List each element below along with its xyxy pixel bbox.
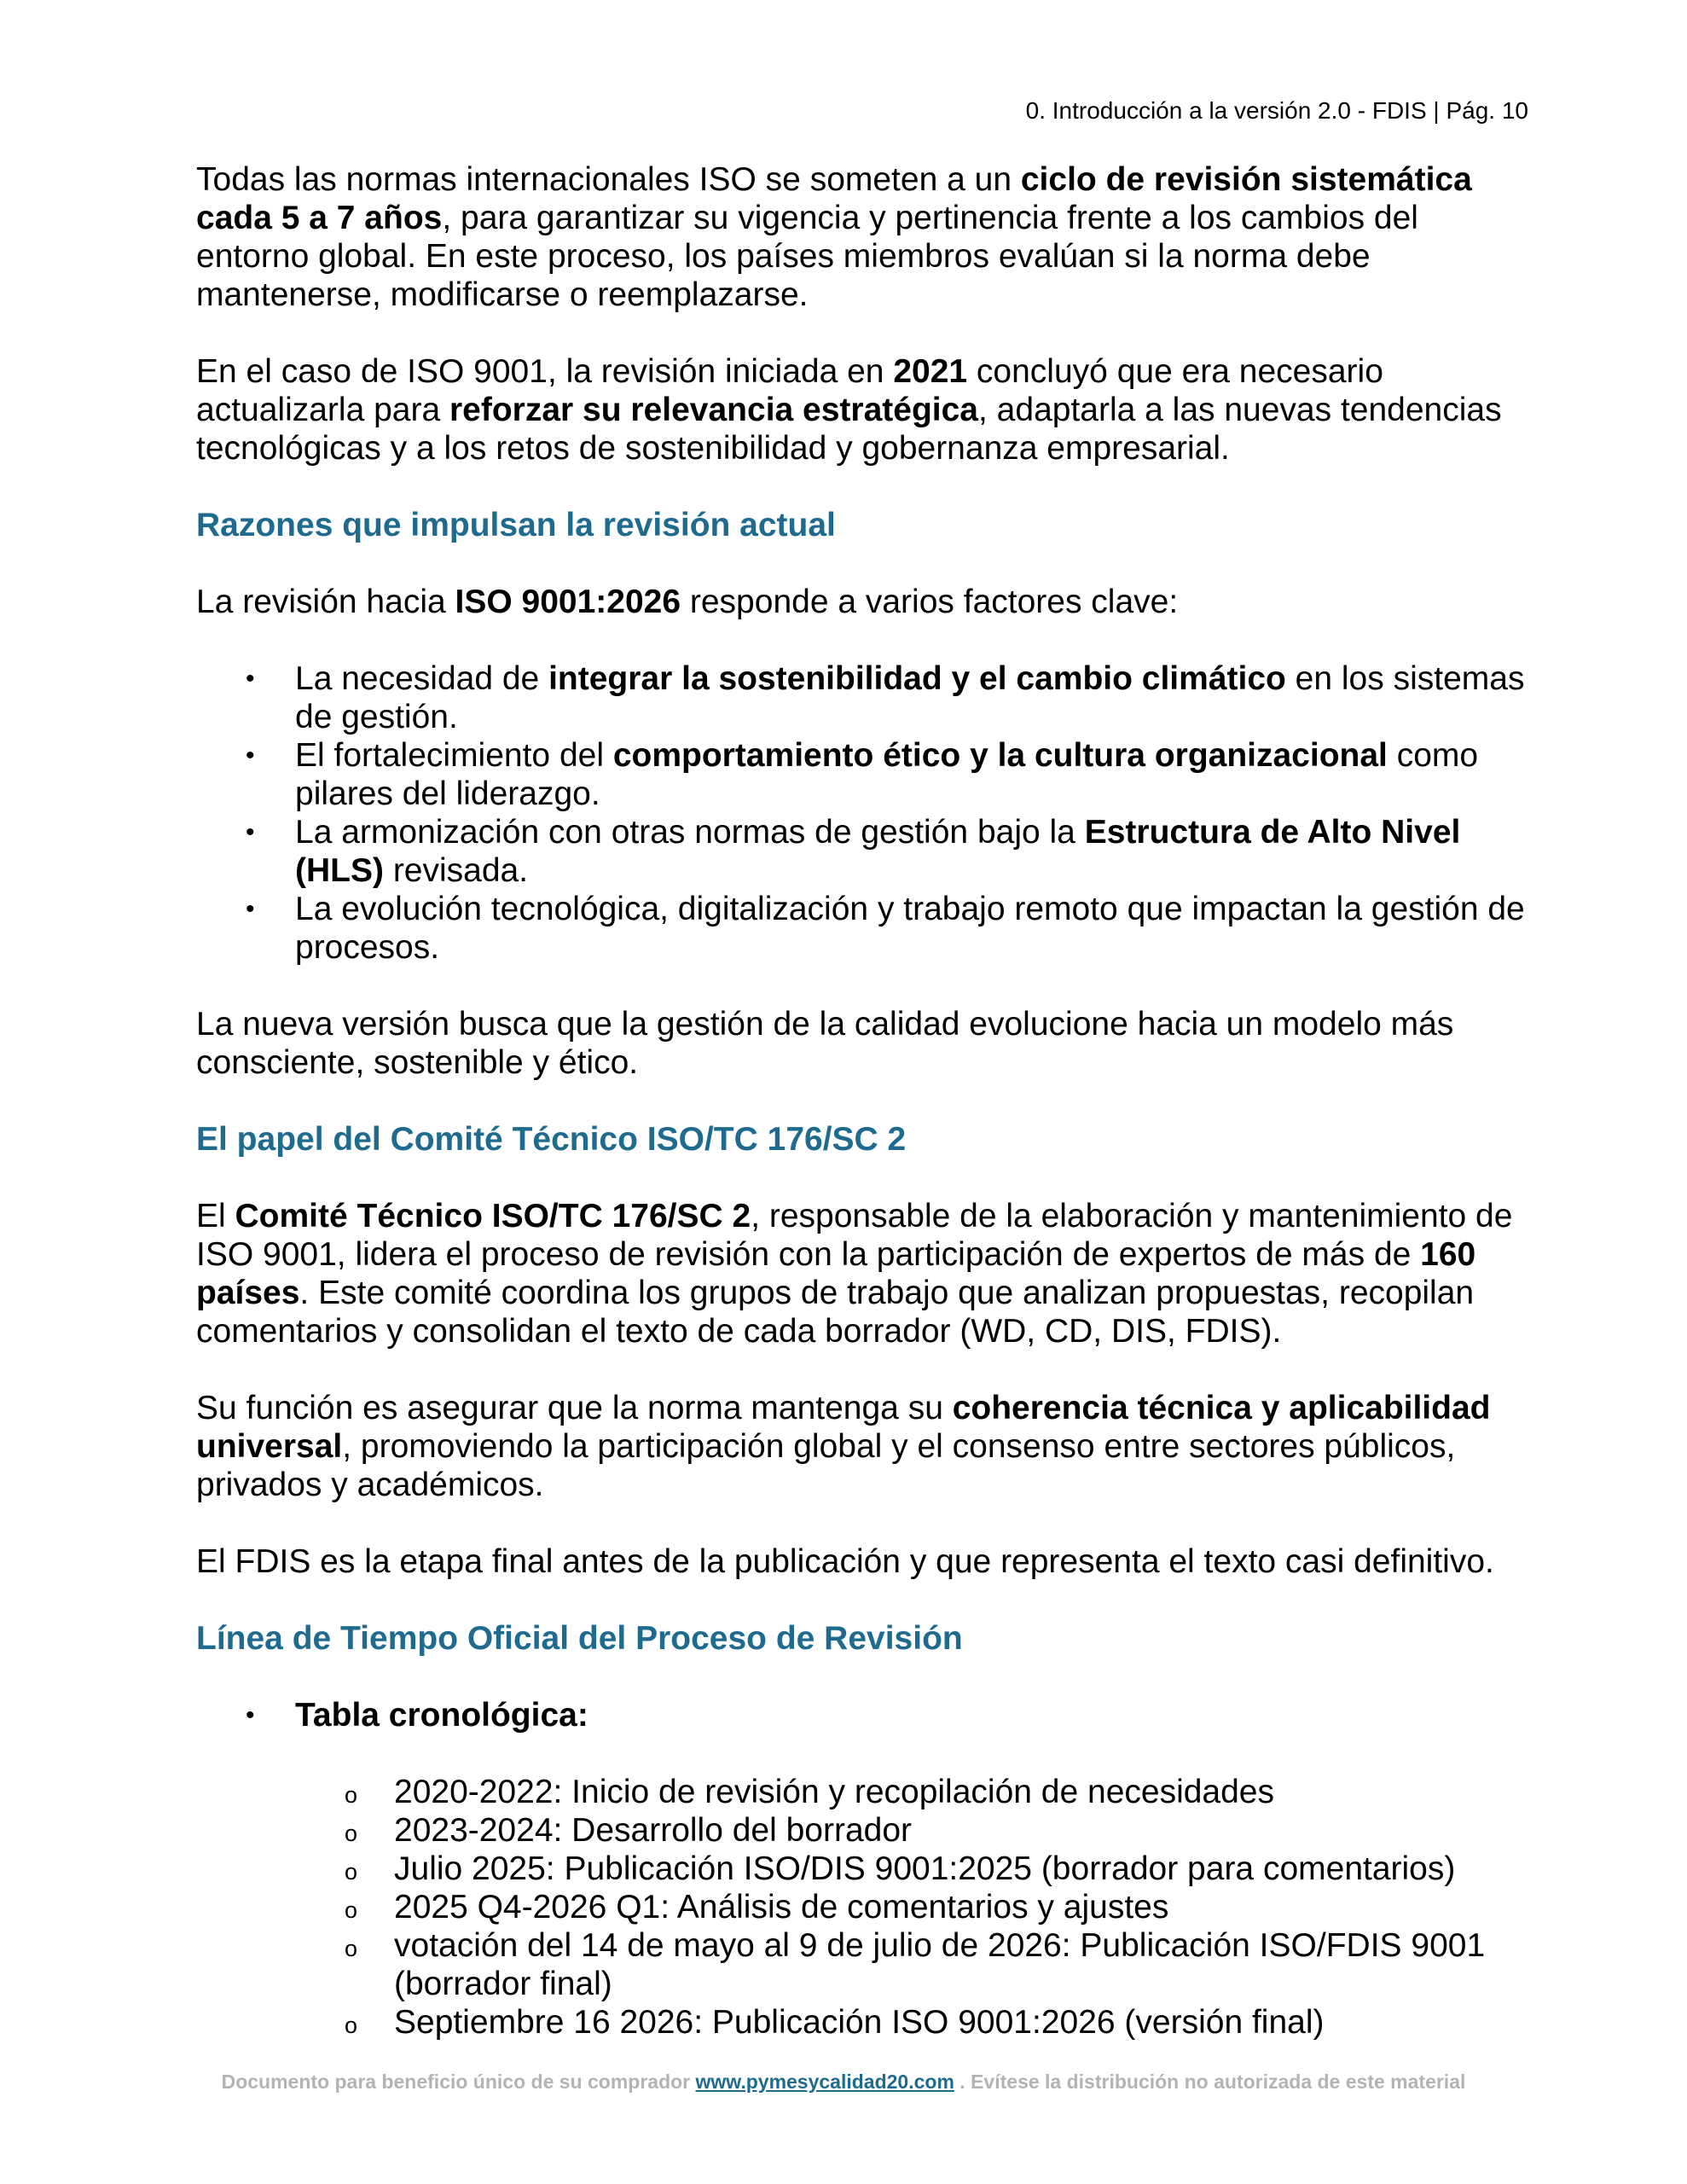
website-link[interactable]: www.pymesycalidad20.com <box>695 2071 954 2093</box>
bullet-icon: • <box>246 1701 255 1729</box>
timeline-item: o 2025 Q4-2026 Q1: Análisis de comentarios y ajustes <box>196 1888 1535 1926</box>
bullet-icon: • <box>246 895 255 923</box>
page-footer: Documento para beneficio único de su comprador www.pymesycalidad20.com . Evítese la distribución no autorizada de este material <box>221 2071 1466 2093</box>
timeline-title: Tabla cronológica: <box>295 1697 588 1734</box>
list-item: • El fortalecimiento del comportamiento ético y la cultura organizacional como pilares del liderazgo. <box>246 737 1479 812</box>
timeline-list <box>196 1696 1535 1734</box>
section-heading-committee: El papel del Comité Técnico ISO/TC 176/SC 2 <box>196 1121 907 1158</box>
circle-bullet-icon: o <box>345 1782 358 1808</box>
timeline-item: o 2023-2024: Desarrollo del borrador <box>196 1811 1535 1850</box>
list-item: • La armonización con otras normas de gestión bajo la Estructura de Alto Nivel (HLS) revisada. <box>246 814 1461 889</box>
committee-function-paragraph: Su función es asegurar que la norma mantenga su coherencia técnica y aplicabilidad universal, promoviendo la participación global y el consenso entre sectores públicos, privados y académicos. <box>196 1390 1491 1503</box>
timeline-item: o 2020-2022: Inicio de revisión y recopilación de necesidades <box>196 1773 1535 1811</box>
bullet-icon: • <box>246 818 255 846</box>
page-content <box>196 160 1535 2042</box>
list-item <box>196 1696 1535 1734</box>
circle-bullet-icon: o <box>345 1897 358 1923</box>
timeline-item: o votación del 14 de mayo al 9 de julio de 2026: Publicación ISO/FDIS 9001 (borrador final) <box>345 1927 1486 2002</box>
timeline-item: o Septiembre 16 2026: Publicación ISO 9001:2026 (versión final) <box>196 2003 1535 2042</box>
fdis-paragraph: El FDIS es la etapa final antes de la publicación y que representa el texto casi definitivo. <box>196 1543 1494 1580</box>
timeline-sublist <box>196 1773 1535 2042</box>
circle-bullet-icon: o <box>345 2013 358 2038</box>
list-item: • La evolución tecnológica, digitalización y trabajo remoto que impactan la gestión de procesos. <box>246 891 1525 966</box>
reasons-intro-paragraph: La revisión hacia ISO 9001:2026 responde a varios factores clave: <box>196 584 1179 620</box>
committee-paragraph: El Comité Técnico ISO/TC 176/SC 2, responsable de la elaboración y mantenimiento de ISO 9001, lidera el proceso de revisión con la participación de expertos de más de 160 países. Este comité coordina los grupos de trabajo que analizan propuestas, recopilan comentarios y consolidan el texto de cada borrador (WD, CD, DIS, FDIS). <box>196 1198 1513 1350</box>
circle-bullet-icon: o <box>345 1859 358 1885</box>
page-header: 0. Introducción a la versión 2.0 - FDIS | Pág. 10 <box>1025 97 1528 124</box>
timeline-item: o Julio 2025: Publicación ISO/DIS 9001:2025 (borrador para comentarios) <box>196 1850 1535 1888</box>
section-heading-reasons: Razones que impulsan la revisión actual <box>196 507 836 543</box>
bullet-icon: • <box>246 665 255 693</box>
bullet-icon: • <box>246 741 255 770</box>
list-item: • La necesidad de integrar la sostenibilidad y el cambio climático en los sistemas de gestión. <box>246 660 1525 735</box>
iso9001-revision-paragraph: En el caso de ISO 9001, la revisión iniciada en 2021 concluyó que era necesario actualizarla para reforzar su relevancia estratégica, adaptarla a las nuevas tendencias tecnológicas y a los retos de sostenibilidad y gobernanza empresarial. <box>196 353 1502 467</box>
intro-paragraph: Todas las normas internacionales ISO se someten a un ciclo de revisión sistemática cada 5 a 7 años, para garantizar su vigencia y pertinencia frente a los cambios del entorno global. En este proceso, los países miembros evalúan si la norma debe mantenerse, modificarse o reemplazarse. <box>196 161 1472 313</box>
circle-bullet-icon: o <box>345 1821 358 1846</box>
section-heading-timeline: Línea de Tiempo Oficial del Proceso de Revisión <box>196 1620 963 1657</box>
reasons-list <box>196 659 1535 967</box>
new-version-paragraph: La nueva versión busca que la gestión de la calidad evolucione hacia un modelo más consciente, sostenible y ético. <box>196 1006 1454 1081</box>
circle-bullet-icon: o <box>345 1936 358 1961</box>
